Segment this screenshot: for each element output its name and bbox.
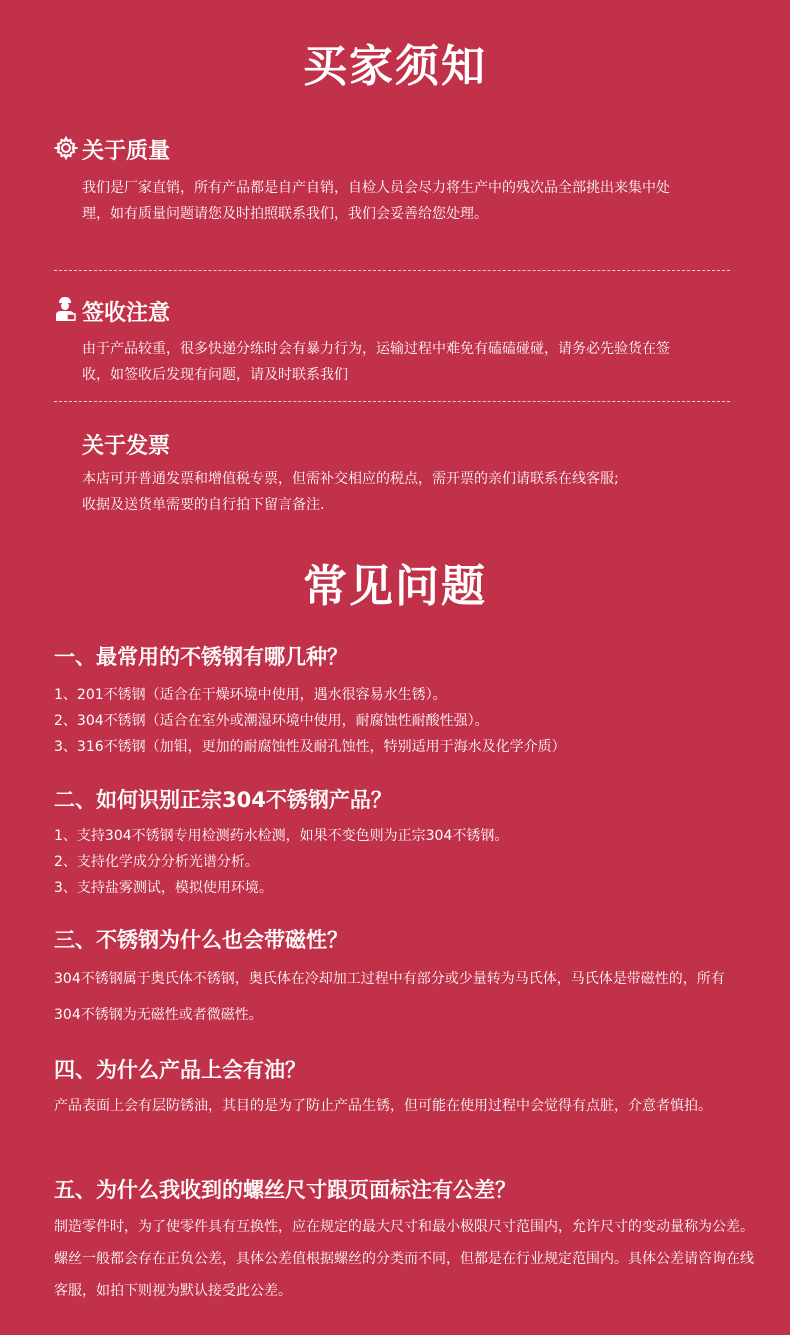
divider: [54, 401, 730, 402]
faq-q5-body: 制造零件时，为了使零件具有互换性，应在规定的最大尺寸和最小极限尺寸范围内，允许尺寸的变动量称为公差。螺丝一般都会存在正负公差，具体公差值根据螺丝的分类而不同，但都是在行业规定范围内。具体公差请咨询在线客服，如拍下则视为默认接受此公差。: [54, 1219, 754, 1299]
quality-heading: 关于质量: [82, 139, 171, 164]
signing-heading: 签收注意: [82, 301, 171, 326]
faq-q5-heading: 五、为什么我收到的螺丝尺寸跟页面标注有公差？: [54, 1178, 516, 1202]
signing-body: 由于产品较重，很多快递分练时会有暴力行为，运输过程中难免有磕磕碰碰，请务必先验货在签收，如签收后发现有问题，请及时联系我们: [82, 341, 670, 383]
faq-q2-line: 1、支持304不锈钢专用检测药水检测，如果不变色则为正宗304不锈钢。: [54, 828, 509, 844]
divider: [54, 270, 730, 271]
faq-q3-heading: 三、不锈钢为什么也会带磁性？: [54, 928, 348, 952]
quality-body: 我们是厂家直销，所有产品都是自产自销，自检人员会尽力将生产中的残次品全部挑出来集中处理，如有质量问题请您及时拍照联系我们，我们会妥善给您处理。: [82, 180, 670, 222]
faq-q3-body: 304不锈钢属于奥氏体不锈钢，奥氏体在冷却加工过程中有部分或少量转为马氏体，马氏体是带磁性的，所有304不锈钢为无磁性或者微磁性。: [54, 971, 725, 1023]
faq-q4-heading: 四、为什么产品上会有油？: [54, 1058, 306, 1082]
faq-q1-heading: 一、最常用的不锈钢有哪几种？: [54, 645, 348, 669]
faq-q1-line: 1、201不锈钢（适合在干燥环境中使用，遇水很容易水生锈）。: [54, 687, 447, 703]
faq-q2-heading: 二、如何识别正宗304不锈钢产品？: [54, 788, 392, 812]
buyer-notice-title: 买家须知: [303, 41, 487, 92]
faq-q1-line: 2、304不锈钢（适合在室外或潮湿环境中使用，耐腐蚀性耐酸性强）。: [54, 713, 489, 729]
faq-q1-line: 3、316不锈钢（加钼，更加的耐腐蚀性及耐孔蚀性，特别适用于海水及化学介质）: [54, 739, 566, 755]
faq-q2-line: 2、支持化学成分分析光谱分析。: [54, 854, 259, 870]
courier-icon: [54, 296, 78, 322]
invoice-heading: 关于发票: [82, 434, 171, 459]
faq-q4-body: 产品表面上会有层防锈油，其目的是为了防止产品生锈，但可能在使用过程中会觉得有点脏，介意者慎拍。: [54, 1098, 712, 1114]
invoice-body: 本店可开普通发票和增值税专票，但需补交相应的税点，需开票的亲们请联系在线客服;收据及送货单需要的自行拍下留言备注.: [82, 471, 619, 513]
faq-title: 常见问题: [303, 561, 487, 612]
gear-icon: [54, 136, 78, 160]
faq-q2-line: 3、支持盐雾测试，模拟使用环境。: [54, 880, 273, 896]
